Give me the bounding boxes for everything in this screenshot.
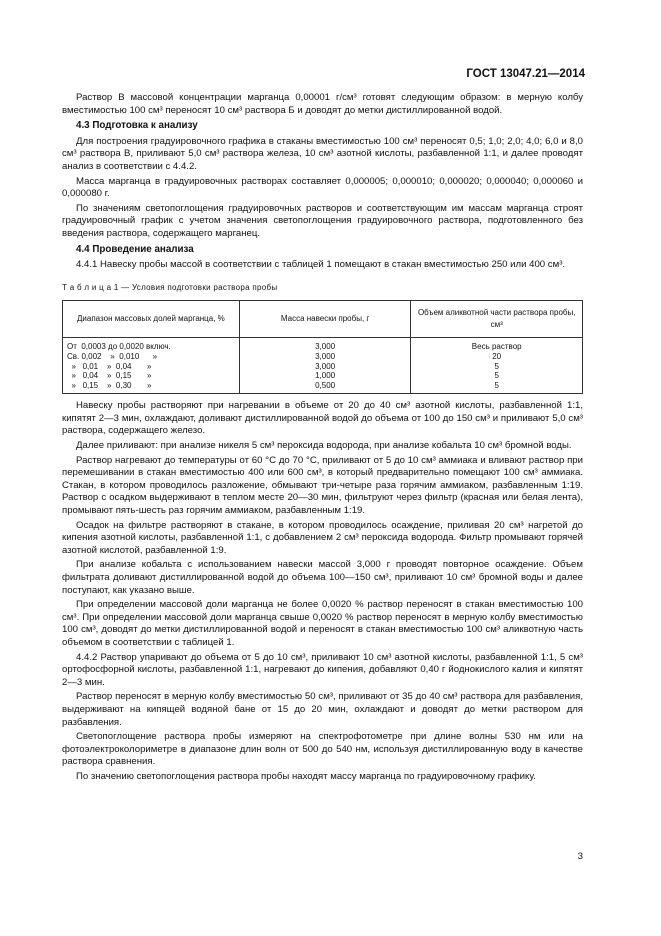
conditions-table xyxy=(62,300,583,394)
paragraph-solution-b: Раствор В массовой концентрации марганца 0,00001 г/см³ готовят следующим образом: в мерную колбу вместимостью 100 см³ переносят 10 см³ раствора Б и доводят до метки дистиллированной водой. xyxy=(62,92,583,116)
table-cell-volume: 20 xyxy=(411,352,583,362)
paragraph-calibration-3: По значениям светопоглощения градуировочных растворов и соответствующим им массам марганца строят градуировочный график с учетом значения светопоглощения градуировочного раствора, подготовленного без введения раствора, содержащего марганец. xyxy=(62,202,583,239)
paragraph-4-4-1: 4.4.1 Навеску пробы массой в соответствии с таблицей 1 помещают в стакан вместимостью 250 или 400 см³. xyxy=(76,259,566,271)
paragraph-calibration-1: Для построения градуировочного графика в стаканы вместимостью 100 см³ переносят 0,5; 1,0; 2,0; 4,0; 6,0 и 8,0 см³ раствора В, приливают 5,0 см³ раствора железа, 10 см³ азотной кислоты, разбавленной 1:1, и далее проводят анализ в соответствии с 4.4.2. xyxy=(62,135,583,172)
paragraph-mass-fraction: При определении массовой доли марганца не более 0,0020 % раствор переносят в стакан вместимостью 100 см³. При определении массовой доли марганца свыше 0,0020 % раствор переносят в мерную колбу вместимостью 100 см³, доводят до метки дистиллированной водой и переносят в стакан вместимостью 100 см³ аликвотную часть объемом в соответствии с таблицей 1. xyxy=(62,599,583,648)
table-cell-mass: 1,000 xyxy=(239,371,411,381)
table-cell-range: От 0,0003 до 0,0020 включ. xyxy=(63,338,240,352)
table-cell-volume: 5 xyxy=(411,371,583,381)
page-number: 3 xyxy=(577,851,583,862)
table-row xyxy=(63,362,583,372)
paragraph-dissolution: Навеску пробы растворяют при нагревании в объеме от 20 до 40 см³ азотной кислоты, разбавленной 1:1, кипятят 2—3 мин, охлаждают, доливают дистиллированной водой до объема от 100 до 150 см³ и приливают 5,0 см³ раствора, содержащего железо. xyxy=(62,400,583,437)
paragraph-heating: Раствор нагревают до температуры от 60 °С до 70 °С, приливают от 5 до 10 см³ аммиака и вливают раствор при перемешивании в стакан вместимостью 400 или 600 см³, в который предварительно помещают 100 см³ аммиака. Стакан, в котором проводилось разложение, обмывают три-четыре раза горячим аммиаком, разбавленным 1:19. Раствор с осадком выдерживают в теплом месте 20—30 мин, фильтруют через фильтр (красная или белая лента), промывают пять-шесть раз горячим аммиаком, разбавленным 1:19. xyxy=(62,454,583,517)
table-row xyxy=(63,371,583,381)
table-cell-volume: 5 xyxy=(411,381,583,394)
document-header: ГОСТ 13047.21—2014 xyxy=(466,68,585,80)
table-header-volume: Объем аликвотной части раствора пробы, см³ xyxy=(411,301,583,338)
table-cell-range: » 0,15 » 0,30 » xyxy=(63,381,240,394)
paragraph-4-4-2: 4.4.2 Раствор упаривают до объема от 5 до 10 см³, приливают 10 см³ азотной кислоты, разбавленной 1:1, 5 см³ ортофосфорной кислоты, разбавленной 1:1, нагревают до кипения, добавляют 0,40 г йоднокислого калия и кипятят 2—3 мин. xyxy=(62,651,583,688)
page-content xyxy=(62,92,583,786)
paragraph-cobalt: При анализе кобальта с использованием навески массой 3,000 г проводят повторное осаждение. Объем фильтрата доливают дистиллированной водой до объема 100—150 см³, приливают 10 см³ бромной воды и далее поступают, как указано выше. xyxy=(62,559,583,596)
table-row xyxy=(63,338,583,352)
table-cell-mass: 3,000 xyxy=(239,352,411,362)
table-row xyxy=(63,381,583,394)
table-cell-mass: 0,500 xyxy=(239,381,411,394)
paragraph-measurement: Светопоглощение раствора пробы измеряют на спектрофотометре при длине волны 530 нм или на фотоэлектроколориметре в диапазоне длин волн от 500 до 540 нм, используя дистиллированную воду в качестве раствора сравнения. xyxy=(62,731,583,768)
table-header-range: Диапазон массовых долей марганца, % xyxy=(63,301,240,338)
paragraph-transfer: Раствор переносят в мерную колбу вместимостью 50 см³, приливают от 35 до 40 см³ раствора для разбавления, выдерживают на кипящей водяной бане от 15 до 20 мин, охлаждают и доводят до метки раствором для разбавления. xyxy=(62,691,583,728)
paragraph-result: По значению светопоглощения раствора пробы находят массу марганца по градуировочному графику. xyxy=(76,770,536,782)
table-header-row xyxy=(63,301,583,338)
table-cell-mass: 3,000 xyxy=(239,362,411,372)
table-cell-range: » 0,04 » 0,15 » xyxy=(63,371,240,381)
table-cell-mass: 3,000 xyxy=(239,338,411,352)
paragraph-calibration-2: Масса марганца в градуировочных растворах составляет 0,000005; 0,000010; 0,000020; 0,000040; 0,000060 и 0,000080 г. xyxy=(62,175,583,200)
section-heading-4-3: 4.3 Подготовка к анализу xyxy=(76,120,198,132)
table-row xyxy=(63,352,583,362)
table-caption: Т а б л и ц а 1 — Условия подготовки раствора пробы xyxy=(62,282,278,292)
table-cell-range: » 0,01 » 0,04 » xyxy=(63,362,240,372)
table-header-mass: Масса навески пробы, г xyxy=(239,301,411,338)
paragraph-precipitate: Осадок на фильтре растворяют в стакане, в котором проводилось осаждение, приливая 20 см³ нагретой до кипения азотной кислоты, разбавленной 1:1, с добавлением 2 см³ пероксида водорода. Фильтр промывают горячей азотной кислотой, разбавленной 1:9. xyxy=(62,519,583,556)
section-heading-4-4: 4.4 Проведение анализа xyxy=(76,243,194,255)
paragraph-reagents: Далее приливают: при анализе никеля 5 см³ пероксида водорода, при анализе кобальта 10 см³ бромной воды. xyxy=(76,440,572,452)
table-cell-range: Св. 0,002 » 0,010 » xyxy=(63,352,240,362)
table-cell-volume: 5 xyxy=(411,362,583,372)
table-cell-volume: Весь раствор xyxy=(411,338,583,352)
